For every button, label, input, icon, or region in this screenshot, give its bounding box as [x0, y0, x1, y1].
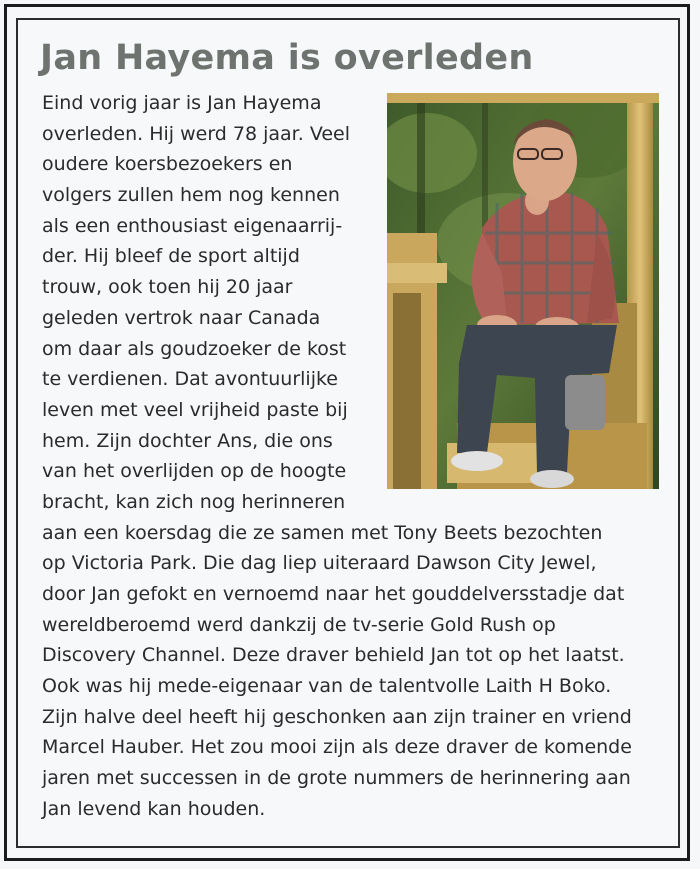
body-line: geleden vertrok naar Canada	[42, 306, 321, 329]
body-line: Marcel Hauber. Het zou mooi zijn als deze draver de komende	[42, 736, 632, 759]
body-line: volgers zullen hem nog kennen	[42, 184, 340, 207]
body-line: overleden. Hij werd 78 jaar. Veel	[42, 122, 351, 145]
body-line: leven met veel vrijheid paste bij	[42, 398, 348, 421]
body-line: op Victoria Park. Die dag liep uiteraard Dawson City Jewel,	[42, 552, 597, 575]
body-line: Zijn halve deel heeft hij geschonken aan zijn trainer en vriend	[42, 705, 632, 728]
article-body	[42, 88, 664, 825]
body-line: oudere koersbezoekers en	[42, 153, 293, 176]
body-line: Jan levend kan houden.	[42, 797, 266, 820]
body-line: Eind vorig jaar is Jan Hayema	[42, 92, 322, 114]
article-title: Jan Hayema is overleden	[40, 38, 534, 78]
body-line: te verdienen. Dat avontuurlijke	[42, 368, 338, 391]
body-line: bracht, kan zich nog herinneren	[42, 490, 346, 513]
body-line: aan een koersdag die ze samen met Tony Beets bezochten	[42, 521, 603, 544]
body-line: Discovery Channel. Deze draver behield Jan tot op het laatst.	[42, 644, 625, 667]
body-line: door Jan gefokt en vernoemd naar het gouddelversstadje dat	[42, 583, 625, 605]
body-line: hem. Zijn dochter Ans, die ons	[42, 429, 333, 452]
body-line: der. Hij bleef de sport altijd	[42, 245, 300, 268]
body-line: van het overlijden op de hoogte	[42, 460, 347, 483]
body-line: jaren met successen in de grote nummers de herinnering aan	[42, 767, 631, 790]
body-line: als een enthousiast eigenaarrij-	[42, 214, 343, 237]
body-line: wereldberoemd werd dankzij de tv-serie Gold Rush op	[42, 613, 556, 636]
body-line: Ook was hij mede-eigenaar van de talentvolle Laith H Boko.	[42, 675, 612, 698]
body-line: om daar als goudzoeker de kost	[42, 337, 347, 360]
body-line: trouw, ook toen hij 20 jaar	[42, 276, 293, 299]
